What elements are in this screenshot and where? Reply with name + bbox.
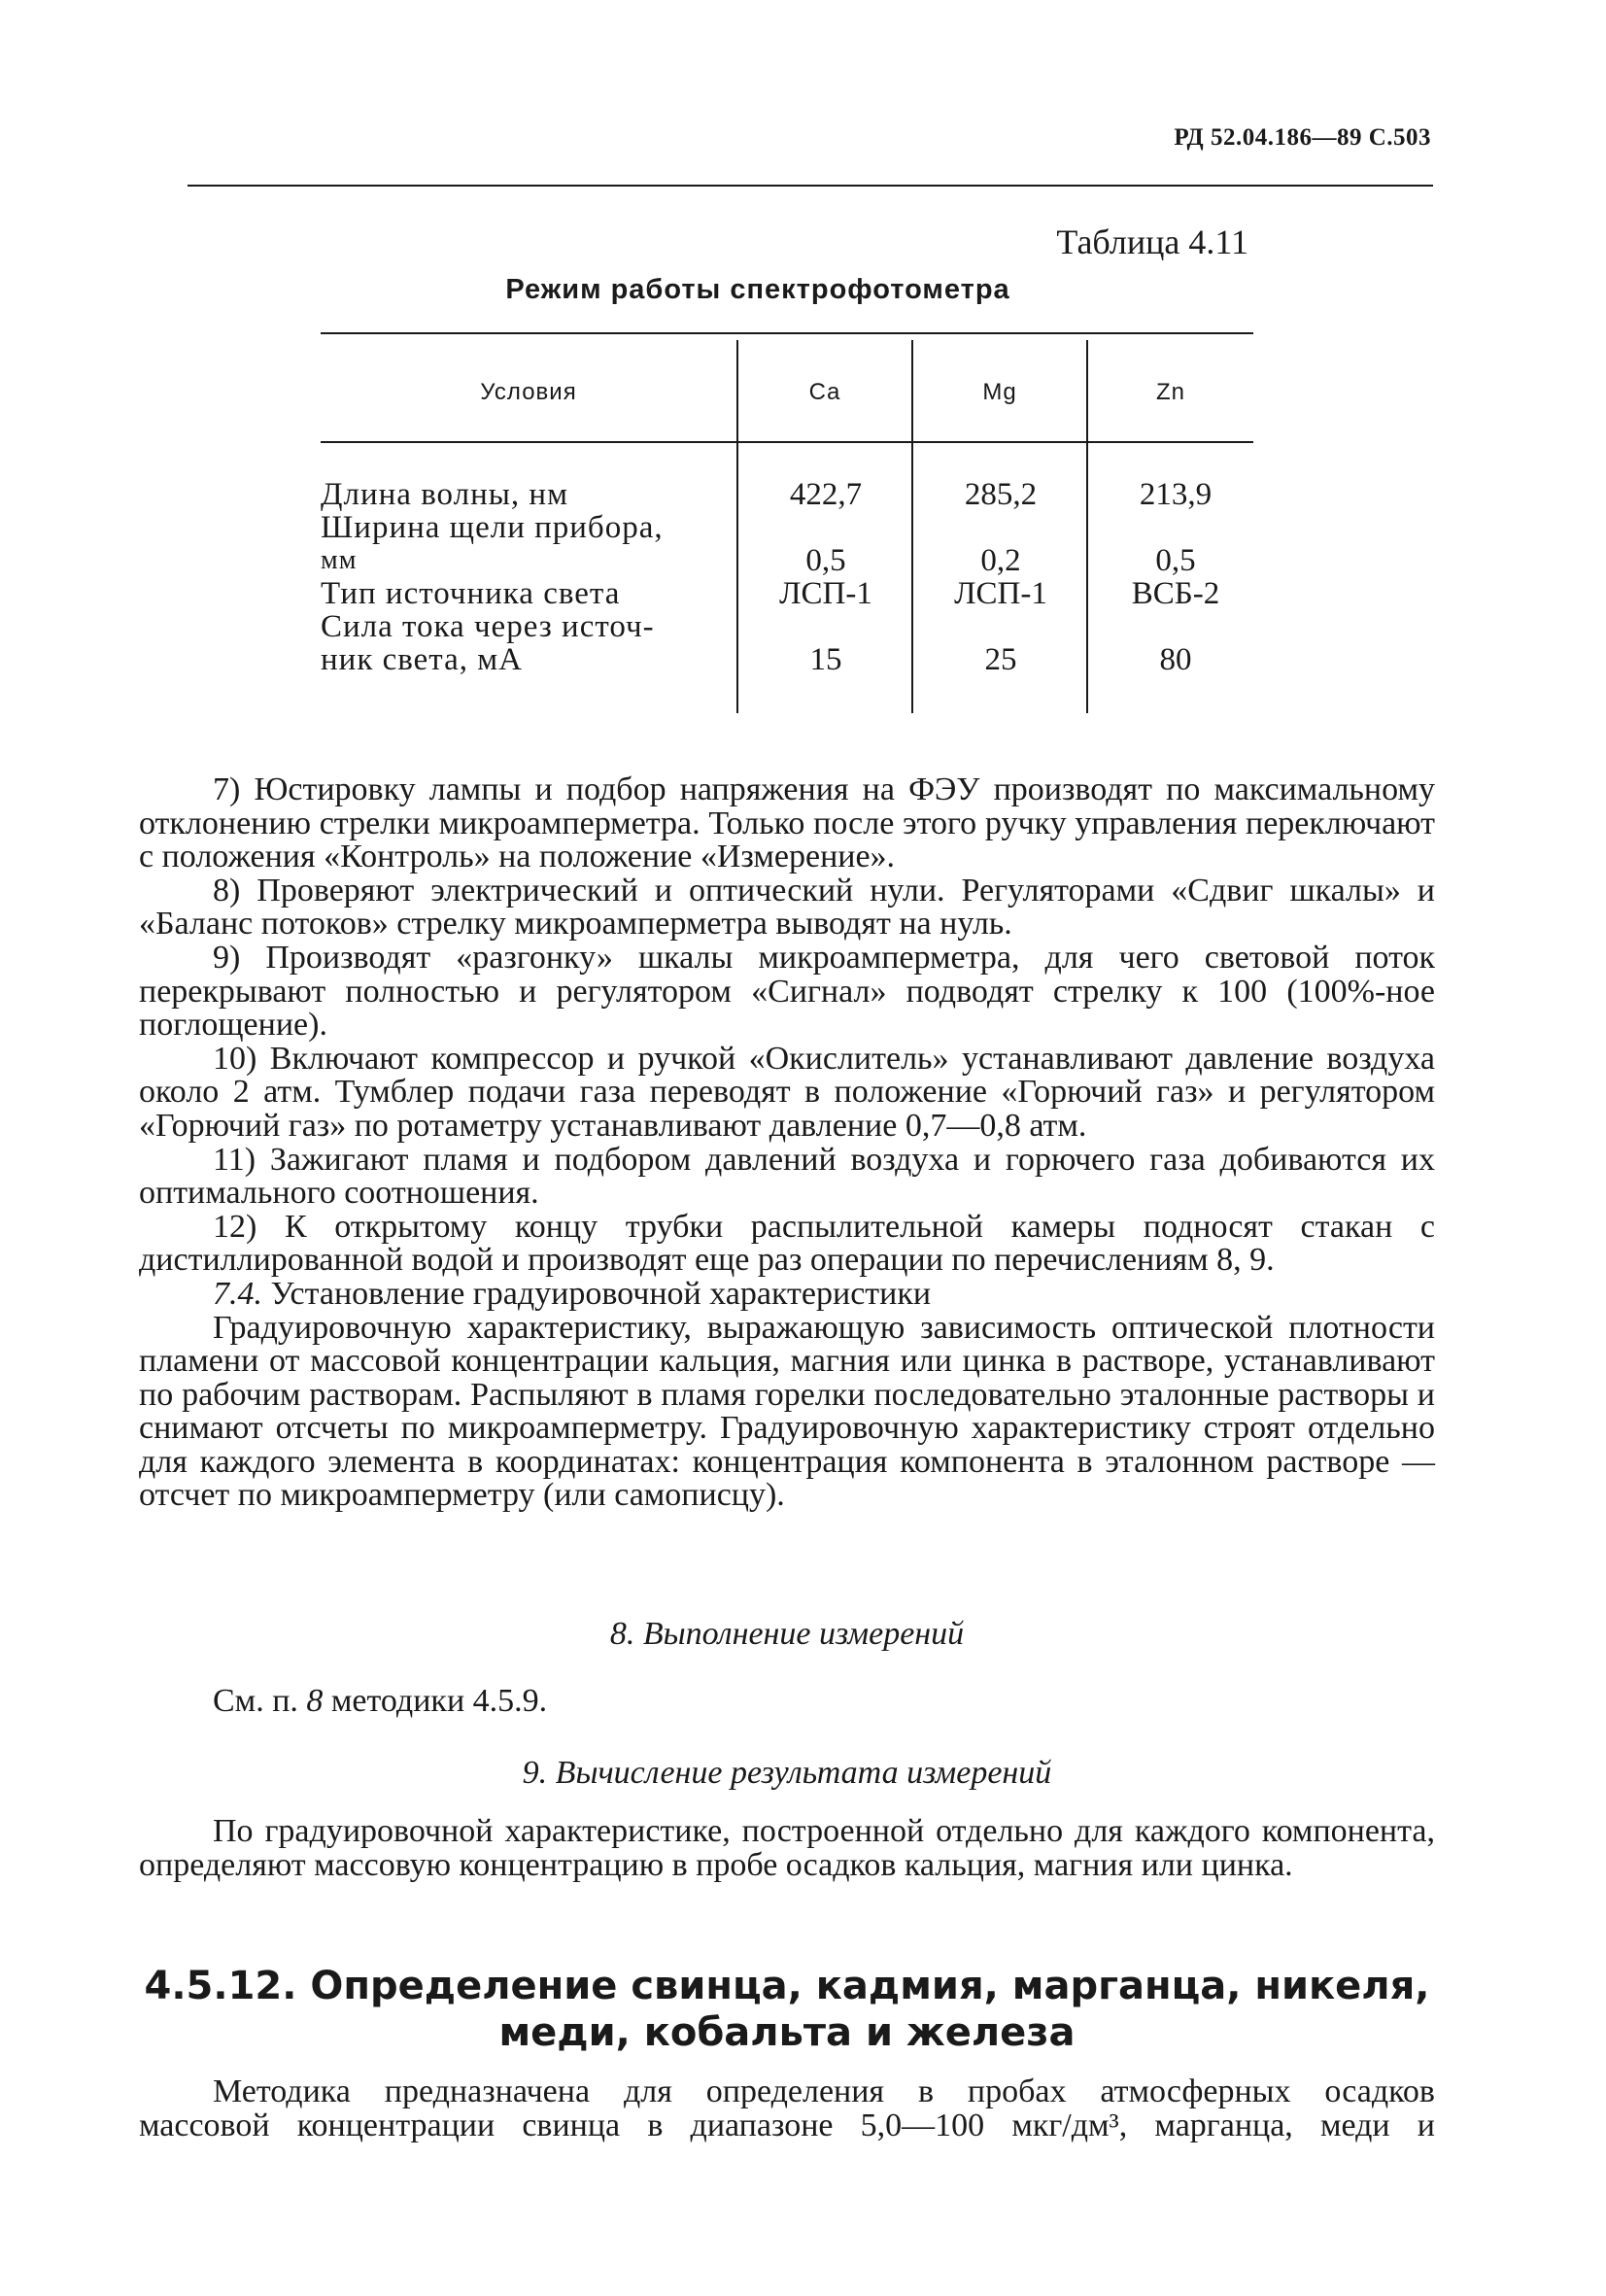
- cell-mg: ЛСП-1: [954, 576, 1047, 611]
- cell-ca: 422,7: [789, 477, 863, 512]
- column-header-zn: Zn: [1155, 379, 1185, 405]
- heading-line: меди, кобальта и железа: [498, 2010, 1076, 2055]
- section-9-text: По градуировочной характеристике, построенной отдельно для каждого компонента, определяют массовую концентрацию в пробе осадков кальция, магния или цинка.: [139, 1813, 1435, 1883]
- section-8-text: [213, 1683, 547, 1720]
- step-paragraph: 10) Включают компрессор и ручкой «Окислитель» устанавливают давление воздуха около 2 атм. Тумблер подачи газа переводят в положение «Горючий газ» и регулятором «Горючий газ» по ротаметру устанавливают давление 0,7—0,8 атм.: [139, 1040, 1435, 1144]
- column-header-mg: Mg: [982, 379, 1017, 405]
- row-condition: Тип источника света: [321, 576, 621, 611]
- reference-prefix: См. п.: [213, 1683, 298, 1719]
- section-4-5-12-heading: [139, 1963, 1435, 2056]
- section-9-body: [139, 1815, 1435, 1882]
- table-top-rule: [321, 332, 1253, 334]
- intro-line: Методика предназначена для определения в пробах атмосферных осадков: [213, 2073, 1435, 2109]
- row-condition: ник света, мА: [321, 642, 523, 677]
- spectrophotometer-table: [321, 328, 1253, 727]
- row-condition: мм: [321, 545, 358, 575]
- subsection-title: Установление градуировочной характеристики: [270, 1275, 932, 1312]
- cell-ca: 15: [809, 642, 842, 677]
- reference-number: 8: [306, 1683, 324, 1719]
- cell-zn: 213,9: [1139, 477, 1213, 512]
- running-head: РД 52.04.186—89 С.503: [1174, 124, 1431, 151]
- table-title: Режим работы спектрофотометра: [505, 274, 1010, 305]
- table-header-rule: [321, 441, 1253, 443]
- intro-line: массовой концентрации свинца в диапазоне 5,0—100 мкг/дм³, марганца, меди и: [139, 2107, 1435, 2143]
- cell-zn: 0,5: [1155, 543, 1196, 578]
- column-header-ca: Ca: [808, 379, 841, 405]
- column-header-conditions: Условия: [480, 379, 577, 405]
- step-paragraph: 9) Производят «разгонку» шкалы микроамперметра, для чего световой поток перекрывают полностью и регулятором «Сигнал» подводят стрелку к 100 (100%-ное поглощение).: [139, 939, 1435, 1044]
- cell-mg: 25: [984, 642, 1017, 677]
- step-paragraph: 12) К открытому концу трубки распылительной камеры подносят стакан с дистиллированной водой и производят еще раз операции по перечислениям 8, 9.: [139, 1208, 1435, 1279]
- subsection-7-4-title: [139, 1275, 1435, 1312]
- step-paragraph: 8) Проверяют электрический и оптический нули. Регуляторами «Сдвиг шкалы» и «Баланс потоков» стрелку микроамперметра выводят на нуль.: [139, 872, 1435, 942]
- reference-suffix: методики 4.5.9.: [330, 1683, 548, 1719]
- procedure-steps: [139, 773, 1435, 1513]
- cell-mg: 0,2: [980, 543, 1021, 578]
- section-9-heading: 9. Вычисление результата измерений: [522, 1755, 1052, 1791]
- step-paragraph: 11) Зажигают пламя и подбором давлений воздуха и горючего газа добиваются их оптимального соотношения.: [139, 1141, 1435, 1212]
- cell-ca: ЛСП-1: [779, 576, 872, 611]
- step-paragraph: 7) Юстировку лампы и подбор напряжения на ФЭУ производят по максимальному отклонению стрелки микроамперметра. Только после этого ручку управления переключают с положения «Контроль» на положение «Измерение».: [139, 771, 1435, 875]
- section-4-5-12-intro: [139, 2075, 1435, 2142]
- cell-ca: 0,5: [805, 543, 846, 578]
- section-8-heading: 8. Выполнение измерений: [609, 1616, 965, 1652]
- subsection-7-4-text: Градуировочную характеристику, выражающую зависимость оптической плотности пламени от массовой концентрации кальция, магния или цинка в растворе, устанавливают по рабочим растворам. Распыляют в пламя горелки последовательно эталонные растворы и снимают отсчеты по микроамперметру. Градуировочную характеристику строят отдельно для каждого элемента в координатах: концентрация компонента в эталонном растворе — отсчет по микроамперметру (или самописцу).: [139, 1309, 1435, 1514]
- heading-line: 4.5.12. Определение свинца, кадмия, марганца, никеля,: [144, 1964, 1430, 2008]
- subsection-number: 7.4.: [213, 1275, 262, 1312]
- table-number: Таблица 4.11: [1056, 223, 1248, 261]
- cell-zn: 80: [1159, 642, 1192, 677]
- row-condition: Сила тока через источ-: [321, 609, 655, 644]
- cell-zn: ВСБ-2: [1131, 576, 1220, 611]
- header-rule: [188, 185, 1433, 187]
- cell-mg: 285,2: [964, 477, 1038, 512]
- row-condition: Ширина щели прибора,: [321, 510, 664, 545]
- row-condition: Длина волны, нм: [321, 477, 568, 512]
